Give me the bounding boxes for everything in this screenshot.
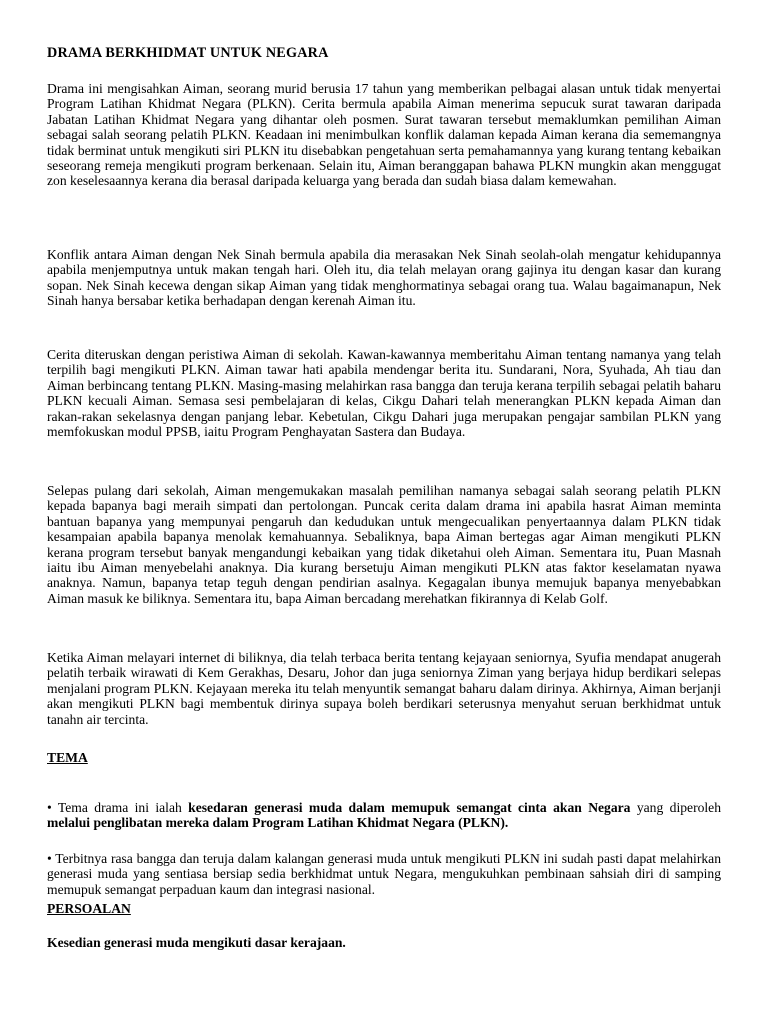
tema-bullet-2: • Terbitnya rasa bangga dan teruja dalam kalangan generasi muda untuk mengikuti PLKN ini sudah pasti dapat melahirkan generasi muda yang sentiasa bersiap sedia berkhidmat untuk Negara, mengukuhkan pembinaan sahsiah diri di samping memupuk semangat perpaduan kaum dan integrasi nasional. (47, 851, 721, 897)
tema-bullet-1-middle: yang diperoleh (630, 800, 721, 815)
tema-bullet-1-prefix: • Tema drama ini ialah (47, 800, 189, 815)
tema-bullet-1 (47, 800, 721, 831)
paragraph-synopsis-3: Cerita diteruskan dengan peristiwa Aiman di sekolah. Kawan-kawannya memberitahu Aiman tentang namanya yang telah terpilih bagi mengikuti PLKN. Aiman tawar hati apabila mendengar berita itu. Sundarani, Nora, Syuhada, Ah tiau dan Aiman berbincang tentang PLKN. Masing-masing melahirkan rasa bangga dan teruja kerana terpilih sebagai pelatih baharu PLKN kecuali Aiman. Semasa sesi pembelajaran di kelas, Cikgu Dahari telah menerangkan PLKN kepada Aiman dan rakan-rakan sekelasnya dengan panjang lebar. Kebetulan, Cikgu Dahari juga merupakan pengajar sambilan PLKN yang memfokuskan modul PPSB, iaitu Program Penghayatan Sastera dan Budaya. (47, 347, 721, 440)
paragraph-synopsis-4: Selepas pulang dari sekolah, Aiman mengemukakan masalah pemilihan namanya sebagai salah seorang pelatih PLKN kepada bapanya bagi meraih simpati dan pertolongan. Puncak cerita dalam drama ini apabila hasrat Aiman meminta bantuan bapanya yang mempunyai pengaruh dan kedudukan untuk mengecualikan penyertaannya dalam PLKN tidak kesampaian apabila bapanya menolak kemahuannya. Sebaliknya, bapa Aiman bertegas agar Aiman mengikuti PLKN kerana program tersebut banyak mengandungi kebaikan yang tidak diketahui oleh Aiman. Sementara itu, Puan Masnah iaitu ibu Aiman menyebelahi anaknya. Dia kurang bersetuju Aiman mengikuti PLKN atas faktor keselamatan nyawa anaknya. Namun, bapanya tetap teguh dengan pendirian asalnya. Kegagalan ibunya memujuk bapanya menyebabkan Aiman masuk ke biliknya. Sementara itu, bapa Aiman bercadang merehatkan fikirannya di Kelab Golf. (47, 483, 721, 606)
persoalan-item: Kesedian generasi muda mengikuti dasar kerajaan. (47, 935, 346, 950)
section-heading-persoalan: PERSOALAN (47, 901, 131, 916)
section-heading-tema: TEMA (47, 750, 88, 765)
paragraph-synopsis-5: Ketika Aiman melayari internet di biliknya, dia telah terbaca berita tentang kejayaan seniornya, Syufia mendapat anugerah pelatih terbaik wirawati di Kem Gerakhas, Desaru, Johor dan juga seniornya Ziman yang berjaya hidup berdikari selepas menjalani program PLKN. Kejayaan mereka itu telah menyuntik semangat baharu dalam dirinya. Akhirnya, Aiman berjanji akan mengikuti PLKN bagi membentuk dirinya supaya boleh berdikari seterusnya menyahut seruan berkhidmat untuk tanahn air tercinta. (47, 650, 721, 727)
document-title: DRAMA BERKHIDMAT UNTUK NEGARA (47, 45, 329, 61)
paragraph-synopsis-2: Konflik antara Aiman dengan Nek Sinah bermula apabila dia merasakan Nek Sinah seolah-olah mengatur kehidupannya apabila menjemputnya untuk makan tengah hari. Oleh itu, dia telah melayan orang gajinya itu dengan kasar dan kurang sopan. Nek Sinah kecewa dengan sikap Aiman yang tidak menghormatinya sebagai orang tua. Walau bagaimanapun, Nek Sinah hanya bersabar ketika berhadapan dengan kerenah Aiman itu. (47, 247, 721, 309)
tema-bullet-1-bold-2: melalui penglibatan mereka dalam Program Latihan Khidmat Negara (PLKN). (47, 815, 509, 831)
tema-bullet-1-bold-1: kesedaran generasi muda dalam memupuk semangat cinta akan Negara (188, 800, 631, 815)
paragraph-synopsis-1: Drama ini mengisahkan Aiman, seorang murid berusia 17 tahun yang memberikan pelbagai alasan untuk tidak menyertai Program Latihan Khidmat Negara (PLKN). Cerita bermula apabila Aiman menerima sepucuk surat tawaran daripada Jabatan Latihan Khidmat Negara yang dihantar oleh posmen. Surat tawaran tersebut memaklumkan pemilihan Aiman sebagai salah seorang pelatih PLKN. Keadaan ini menimbulkan konflik dalaman kepada Aiman kerana dia sememangnya tidak berminat untuk mengikuti siri PLKN itu disebabkan pengetahuan serta pemahamannya yang kurang tentang kebaikan seseorang remeja mengikuti program berkenaan. Selain itu, Aiman beranggapan bahawa PLKN mungkin akan menggugat zon keselesaannya kerana dia berasal daripada keluarga yang berada dan sudah biasa dalam kemewahan. (47, 81, 721, 189)
